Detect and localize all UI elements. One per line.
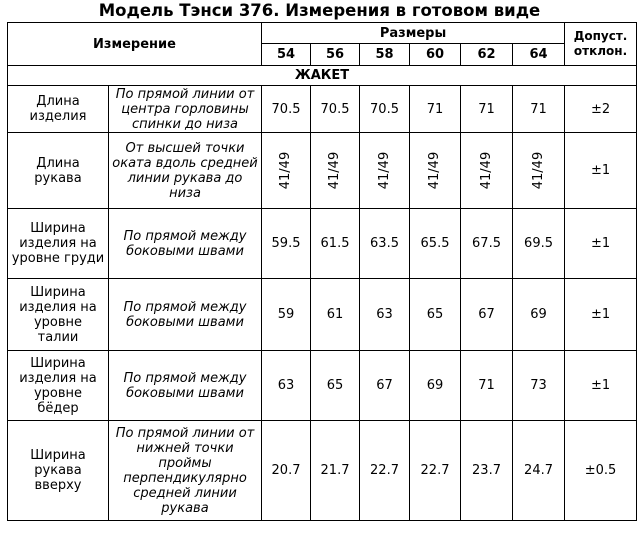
size-value: 41/49	[410, 133, 461, 209]
size-value: 69.5	[513, 209, 565, 279]
size-value: 24.7	[513, 421, 565, 521]
size-header: 60	[410, 44, 461, 66]
section-title: ЖАКЕТ	[8, 66, 637, 86]
measurement-name: Ширина изделия на уровне бёдер	[8, 351, 109, 421]
page-title: Модель Тэнси 376. Измерения в готовом виде	[98, 1, 541, 20]
measurement-description: По прямой линии от нижней точки проймы перпендикулярно средней линии рукава	[109, 421, 262, 521]
size-header: 54	[262, 44, 311, 66]
size-value: 71	[410, 86, 461, 133]
measurements-table	[7, 22, 637, 521]
measurement-name: Ширина изделия на уровне талии	[8, 279, 109, 351]
table-row	[8, 279, 637, 351]
header-tolerance: Допуст. отклон.	[565, 23, 637, 66]
header-measure: Измерение	[8, 23, 262, 66]
size-header: 64	[513, 44, 565, 66]
measurement-description: По прямой между боковыми швами	[109, 279, 262, 351]
size-value: 63.5	[360, 209, 410, 279]
size-value: 63	[360, 279, 410, 351]
size-value: 71	[461, 351, 513, 421]
size-value: 67	[461, 279, 513, 351]
size-value: 61	[311, 279, 360, 351]
measurement-description: По прямой между боковыми швами	[109, 351, 262, 421]
header-sizes: Размеры	[262, 23, 565, 44]
size-value: 65	[311, 351, 360, 421]
table-row	[8, 351, 637, 421]
size-value: 41/49	[311, 133, 360, 209]
size-value: 65	[410, 279, 461, 351]
size-value: 67	[360, 351, 410, 421]
size-header: 62	[461, 44, 513, 66]
size-value: 21.7	[311, 421, 360, 521]
size-value: 61.5	[311, 209, 360, 279]
measurement-description: По прямой линии от центра горловины спинки до низа	[109, 86, 262, 133]
measurement-description: По прямой между боковыми швами	[109, 209, 262, 279]
size-value: 59	[262, 279, 311, 351]
size-value: 41/49	[360, 133, 410, 209]
size-value: 22.7	[360, 421, 410, 521]
size-header: 56	[311, 44, 360, 66]
measurement-description: От высшей точки оката вдоль средней линии рукава до низа	[109, 133, 262, 209]
size-value: 65.5	[410, 209, 461, 279]
size-value: 67.5	[461, 209, 513, 279]
size-value: 71	[513, 86, 565, 133]
size-value: 70.5	[262, 86, 311, 133]
size-value: 70.5	[311, 86, 360, 133]
size-value: 41/49	[461, 133, 513, 209]
table-row	[8, 133, 637, 209]
size-value: 23.7	[461, 421, 513, 521]
size-value: 70.5	[360, 86, 410, 133]
tolerance-value: ±1	[565, 133, 637, 209]
size-value: 20.7	[262, 421, 311, 521]
size-value: 63	[262, 351, 311, 421]
tolerance-value: ±2	[565, 86, 637, 133]
table-row	[8, 209, 637, 279]
table-row	[8, 86, 637, 133]
tolerance-value: ±1	[565, 279, 637, 351]
measurement-name: Ширина изделия на уровне груди	[8, 209, 109, 279]
size-value: 71	[461, 86, 513, 133]
size-value: 41/49	[262, 133, 311, 209]
measurement-name: Ширина рукава вверху	[8, 421, 109, 521]
measurement-name: Длина изделия	[8, 86, 109, 133]
size-value: 73	[513, 351, 565, 421]
tolerance-value: ±1	[565, 209, 637, 279]
size-value: 41/49	[513, 133, 565, 209]
size-value: 59.5	[262, 209, 311, 279]
tolerance-value: ±1	[565, 351, 637, 421]
tolerance-value: ±0.5	[565, 421, 637, 521]
size-value: 69	[410, 351, 461, 421]
size-value: 22.7	[410, 421, 461, 521]
size-value: 69	[513, 279, 565, 351]
size-header: 58	[360, 44, 410, 66]
measurement-name: Длина рукава	[8, 133, 109, 209]
table-row	[8, 421, 637, 521]
